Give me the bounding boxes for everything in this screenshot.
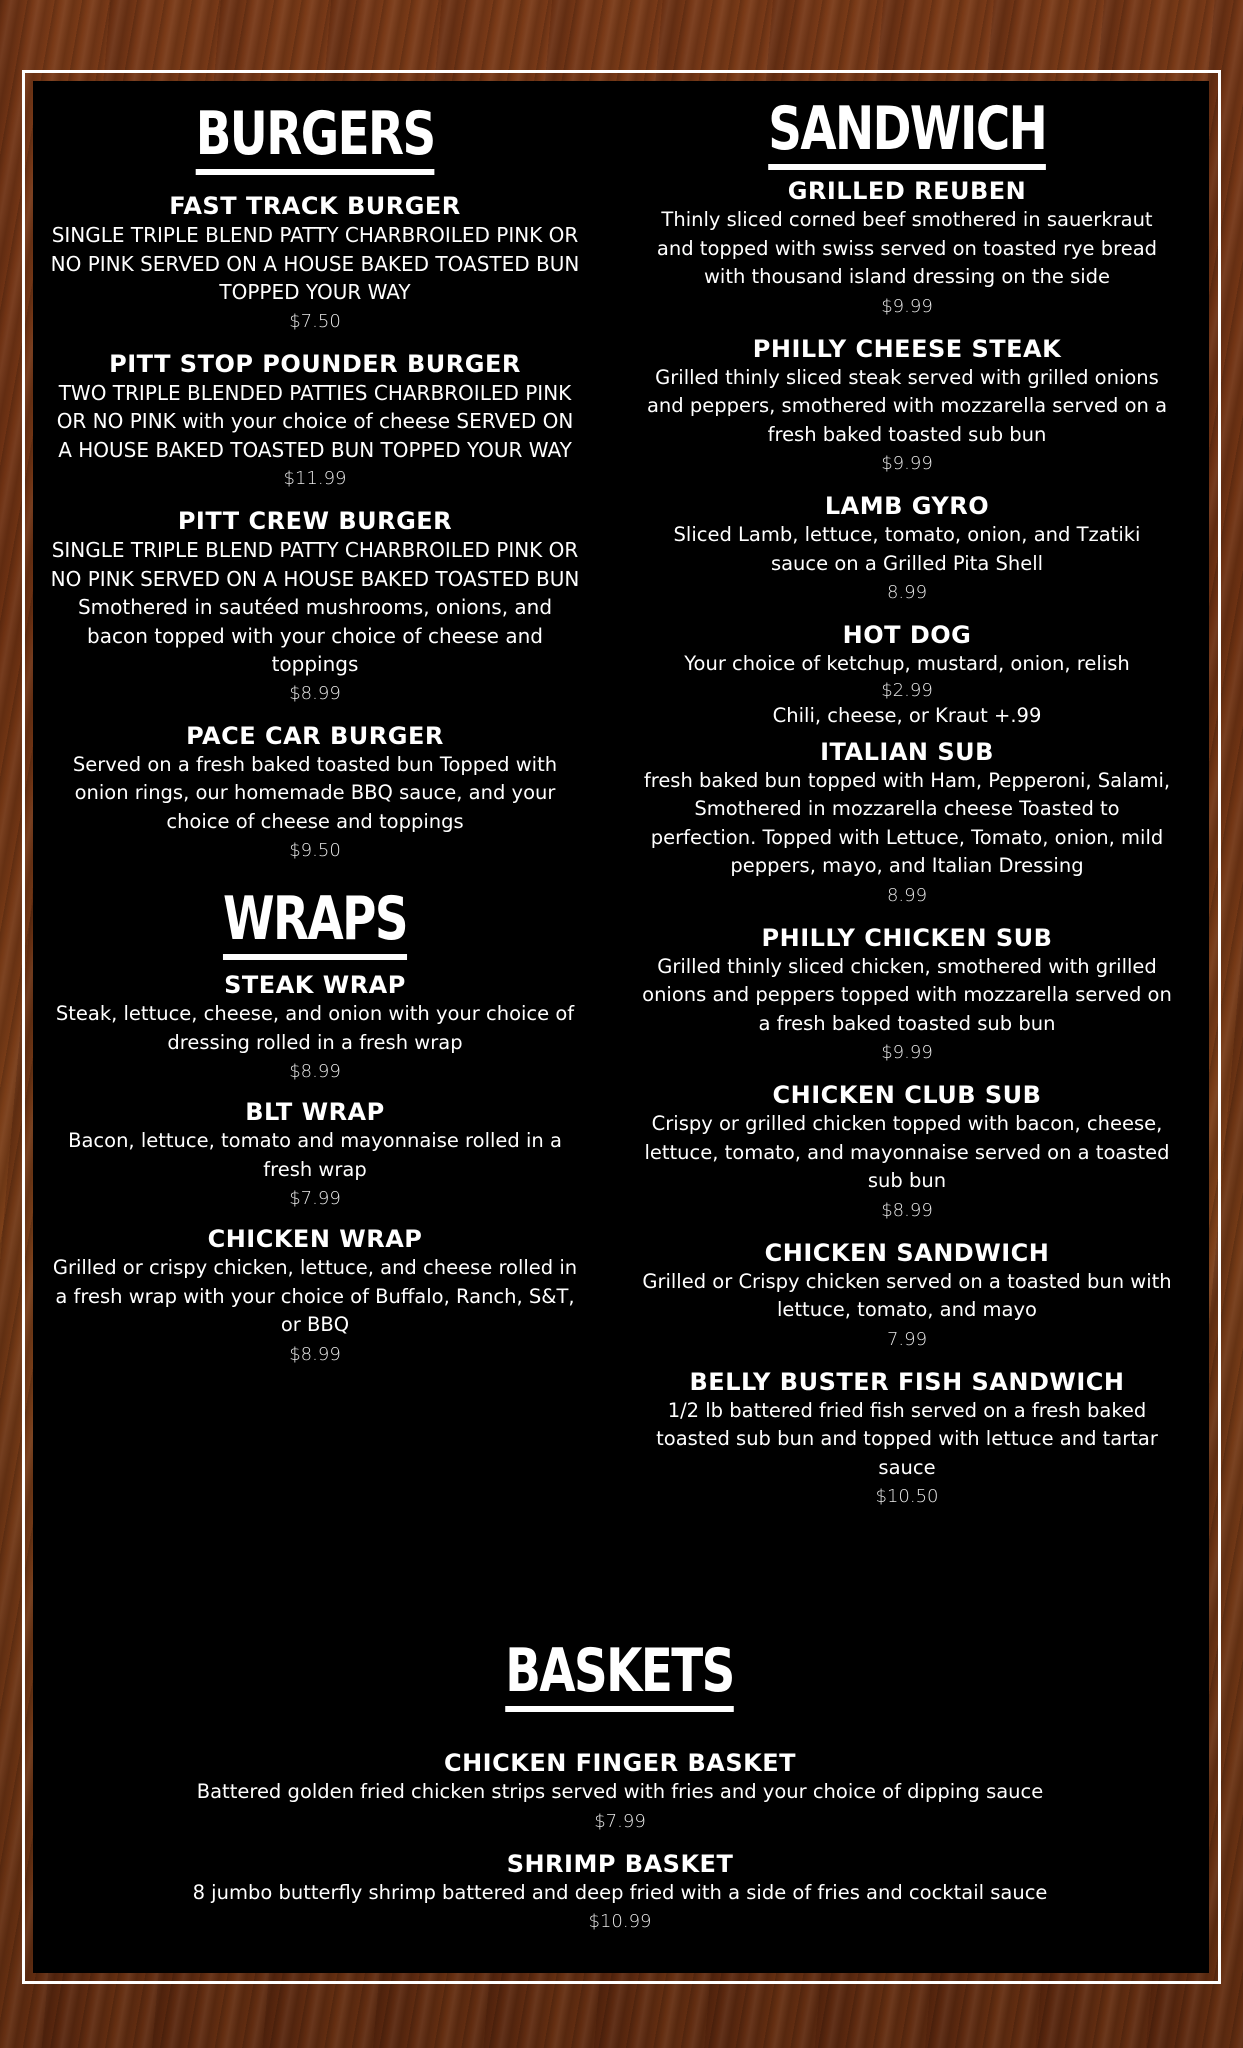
item-description: Steak, lettuce, cheese, and onion with your choice of dressing rolled in a fresh wrap <box>55 1002 575 1054</box>
sandwich-title: SANDWICH <box>768 98 1046 170</box>
item-name: STEAK WRAP <box>224 971 406 999</box>
item-name: LAMB GYRO <box>824 492 990 520</box>
menu-item <box>49 191 581 337</box>
item-name: PITT CREW BURGER <box>177 507 453 535</box>
item-description: Grilled thinly sliced steak served with grilled onions and peppers, smothered with mozzarella served on a fresh baked toasted sub bun <box>646 365 1168 446</box>
item-name: HOT DOG <box>842 621 972 649</box>
item-price: $11.99 <box>283 468 347 489</box>
item-price: $10.50 <box>875 1486 939 1507</box>
menu-item <box>642 176 1172 322</box>
item-price: $9.99 <box>881 453 933 474</box>
item-price: 8.99 <box>886 582 928 603</box>
menu-item <box>49 1097 581 1214</box>
left-column <box>49 99 581 1370</box>
item-price: $8.99 <box>881 1199 933 1221</box>
baskets-section <box>150 1636 1090 1937</box>
item-price: $8.99 <box>289 1343 341 1365</box>
item-name: BELLY BUSTER FISH SANDWICH <box>689 1367 1125 1396</box>
menu-item <box>642 737 1172 911</box>
item-description: fresh baked bun topped with Ham, Pepperoni, Salami, Smothered in mozzarella cheese Toasted to perfection. Topped with Lettuce, Tomato, onion, mild peppers, mayo, and Italian Dressing <box>643 768 1171 877</box>
item-name: ITALIAN SUB <box>820 737 994 766</box>
item-name: CHICKEN WRAP <box>207 1225 423 1253</box>
wraps-title: WRAPS <box>223 888 407 960</box>
item-name: CHICKEN SANDWICH <box>764 1238 1050 1267</box>
item-price: $8.99 <box>289 682 341 704</box>
item-price: $10.99 <box>588 1911 652 1932</box>
menu-item <box>642 620 1172 729</box>
item-price: $9.99 <box>881 1042 933 1063</box>
burgers-section <box>49 99 581 866</box>
menu-item <box>642 491 1172 608</box>
item-description: Bacon, lettuce, tomato and mayonnaise rolled in a fresh wrap <box>68 1129 562 1181</box>
item-description: 1/2 lb battered fried fish served on a fresh baked toasted sub bun and topped with lettuce and tartar sauce <box>656 1398 1158 1479</box>
item-name: CHICKEN FINGER BASKET <box>443 1749 797 1777</box>
sandwich-section <box>642 94 1172 1512</box>
item-name: SHRIMP BASKET <box>506 1849 734 1878</box>
item-price: $2.99 <box>881 679 933 701</box>
menu-item <box>150 1748 1090 1837</box>
item-description: Crispy or grilled chicken topped with bacon, cheese, lettuce, tomato, and mayonnaise served on a toasted sub bun <box>644 1112 1170 1192</box>
menu-item <box>49 1224 581 1370</box>
item-description: Thinly sliced corned beef smothered in sauerkraut and topped with swiss served on toasted rye bread with thousand island dressing on the side <box>656 208 1158 288</box>
item-price: $9.50 <box>289 840 341 861</box>
right-column <box>642 94 1172 1512</box>
menu-item <box>49 506 581 709</box>
item-description: Grilled or Crispy chicken served on a toasted bun with lettuce, tomato, and mayo <box>642 1269 1172 1321</box>
menu-item <box>642 923 1172 1069</box>
baskets-title: BASKETS <box>506 1640 735 1712</box>
item-price: $7.99 <box>594 1810 646 1832</box>
item-price: $8.99 <box>289 1061 341 1082</box>
item-description: 8 jumbo butterfly shrimp battered and deep fried with a side of fries and cocktail sauce <box>192 1880 1048 1904</box>
menu-item <box>150 1849 1090 1938</box>
item-description: SINGLE TRIPLE BLEND PATTY CHARBROILED PINK OR NO PINK SERVED ON A HOUSE BAKED TOASTED BUN Smothered in sautéed mushrooms, onions, and bacon topped with your choice of cheese and toppings <box>50 538 580 676</box>
item-price: 8.99 <box>886 884 928 906</box>
item-note: Chili, cheese, or Kraut +.99 <box>772 703 1042 727</box>
item-description: Grilled or crispy chicken, lettuce, and cheese rolled in a fresh wrap with your choice of Buffalo, Ranch, S&T, or BBQ <box>52 1256 578 1336</box>
menu-item <box>642 334 1172 480</box>
item-name: GRILLED REUBEN <box>787 177 1027 205</box>
menu-item <box>642 1238 1172 1355</box>
item-description: Grilled thinly sliced chicken, smothered with grilled onions and peppers topped with mozzarella served on a fresh baked toasted sub bun <box>642 954 1172 1035</box>
menu-item <box>49 349 581 495</box>
menu-item <box>49 721 581 867</box>
item-description: Sliced Lamb, lettuce, tomato, onion, and Tzatiki sauce on a Grilled Pita Shell <box>673 523 1141 575</box>
item-name: BLT WRAP <box>245 1098 385 1126</box>
menu-item <box>642 1367 1172 1513</box>
item-price: $7.50 <box>289 310 341 332</box>
item-name: PHILLY CHICKEN SUB <box>761 923 1053 952</box>
item-description: Battered golden fried chicken strips served with fries and your choice of dipping sauce <box>196 1780 1044 1803</box>
item-description: SINGLE TRIPLE BLEND PATTY CHARBROILED PINK OR NO PINK SERVED ON A HOUSE BAKED TOASTED BUN TOPPED YOUR WAY <box>50 223 580 304</box>
item-price: $9.99 <box>881 295 933 317</box>
item-name: CHICKEN CLUB SUB <box>772 1081 1042 1109</box>
item-name: PHILLY CHEESE STEAK <box>752 334 1062 363</box>
item-name: PACE CAR BURGER <box>186 721 444 750</box>
menu-item <box>49 970 581 1087</box>
wraps-section <box>49 884 581 1370</box>
menu-item <box>642 1080 1172 1226</box>
item-price: 7.99 <box>886 1328 928 1350</box>
item-description: TWO TRIPLE BLENDED PATTIES CHARBROILED PINK OR NO PINK with your choice of cheese SERVED ON A HOUSE BAKED TOASTED BUN TOPPED YOUR WAY <box>56 380 574 462</box>
item-description: Served on a fresh baked toasted bun Topped with onion rings, our homemade BBQ sauce, and your choice of cheese and toppings <box>72 752 558 833</box>
item-name: PITT STOP POUNDER BURGER <box>109 349 521 378</box>
burgers-title: BURGERS <box>196 103 435 175</box>
item-price: $7.99 <box>289 1188 341 1209</box>
item-name: FAST TRACK BURGER <box>169 192 461 220</box>
item-description: Your choice of ketchup, mustard, onion, relish <box>684 652 1130 675</box>
